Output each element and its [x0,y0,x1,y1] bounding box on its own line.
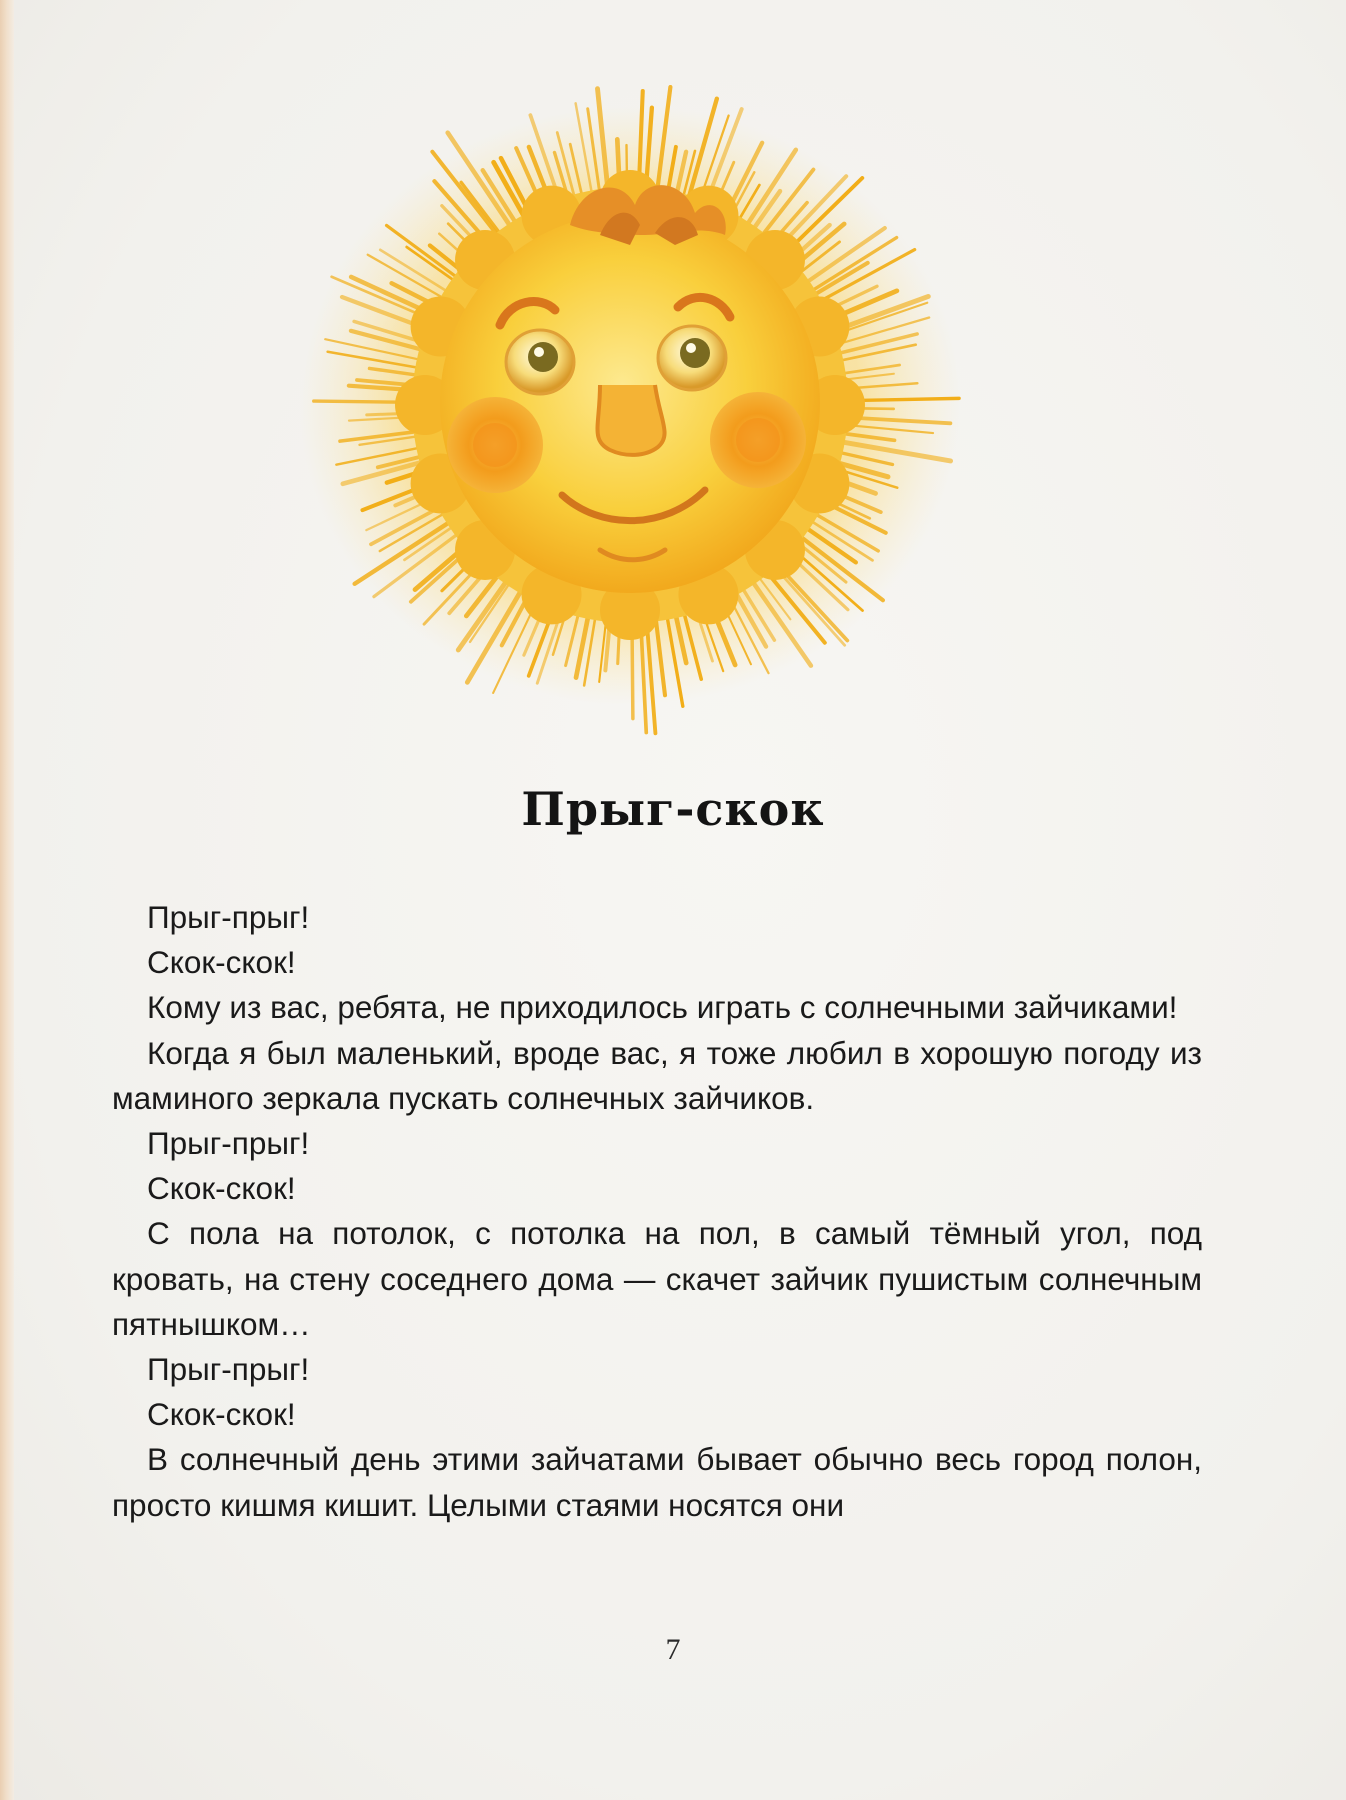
paragraph: Кому из вас, ребята, не приходилось играть с солнечными зайчиками! [147,989,1178,1026]
paragraph: Скок-скок! [147,1396,296,1433]
page-number: 7 [665,1633,681,1666]
story-text [112,895,1202,1528]
paragraph: Прыг-прыг! [147,899,310,935]
left-eye [506,330,574,394]
paragraph: Прыг-прыг! [147,1351,310,1388]
paragraph: Скок-скок! [147,944,296,981]
page-spine-edge [0,0,14,1800]
sun-nose [598,385,665,455]
story-title: Прыг-скок [521,782,825,836]
sun-icon [300,85,1000,745]
sun-illustration [300,85,1000,745]
paragraph: Когда я был маленький, вроде вас, я тоже любил в хорошую погоду из маминого зеркала пускать солнечных зайчиков. [112,1034,1202,1116]
paragraph: В солнечный день этими зайчатами бывает обычно весь город полон, просто кишмя кишит. Целыми стаями носятся они [112,1441,1202,1523]
paragraph: Скок-скок! [147,1170,296,1207]
paragraph: Прыг-прыг! [147,1125,310,1162]
paragraph: С пола на потолок, с потолка на пол, в самый тёмный угол, под кровать, на стену соседнего дома — скачет зайчик пушистым солнечным пятнышком… [112,1215,1202,1342]
right-eye [658,326,726,390]
